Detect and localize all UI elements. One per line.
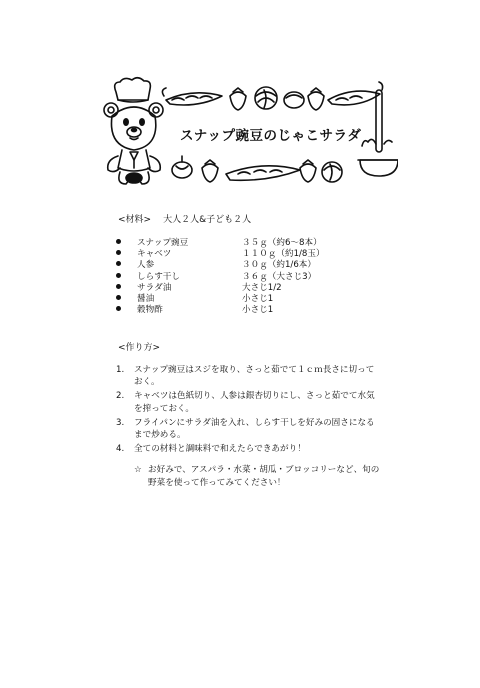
ingredient-amount: １１０ｇ（約1/8玉） — [242, 249, 325, 260]
bear-chef-illustration — [104, 78, 163, 184]
ingredient-name: スナップ豌豆 — [137, 238, 189, 248]
bullet-icon — [116, 273, 121, 278]
list-item — [116, 258, 376, 269]
list-item — [116, 236, 376, 247]
bullet-icon — [116, 239, 121, 244]
list-item — [116, 247, 376, 258]
step-text: スナップ豌豆はスジを取り、さっと茹でて１ｃｍ長さに切っておく。 — [134, 365, 375, 388]
procedure-steps — [116, 364, 382, 457]
ingredient-name: 醤油 — [137, 293, 155, 304]
ingredient-name: 人参 — [137, 260, 155, 271]
star-icon: ☆ — [134, 465, 142, 475]
peapod-right-illustration — [328, 91, 380, 105]
bullet-icon — [116, 261, 121, 266]
ingredient-amount: ３０ｇ（約1/6本） — [242, 260, 316, 271]
cabbage-illustration — [255, 87, 277, 109]
peapod-top-illustration — [162, 88, 222, 105]
peapod-bottom-illustration — [226, 166, 300, 180]
bullet-icon — [116, 295, 121, 300]
bullet-icon — [116, 306, 121, 311]
step-text: フライパンにサラダ油を入れ、しらす干しを好みの固さになるまで炒める。 — [134, 417, 375, 441]
materials-heading — [118, 212, 251, 225]
step-number: 1. — [116, 365, 125, 375]
servings-text: 大人２人&子ども２人 — [163, 215, 252, 225]
ingredient-name: しらす干し — [137, 271, 180, 282]
step-item — [116, 390, 382, 414]
ingredient-list — [116, 236, 376, 314]
procedure-heading: <作り方> — [118, 343, 161, 353]
ingredient-name: サラダ油 — [137, 282, 172, 293]
ingredient-amount: 小さじ1 — [242, 305, 274, 316]
bullet-icon — [116, 250, 121, 255]
step-item — [116, 443, 382, 455]
ingredient-amount: 小さじ1 — [242, 293, 274, 304]
list-item — [116, 292, 376, 303]
tip-note — [134, 464, 382, 489]
step-number: 2. — [116, 391, 125, 402]
step-number: 4. — [116, 444, 125, 455]
strawberry-icon — [202, 160, 218, 182]
step-item — [116, 417, 382, 441]
bullet-icon — [116, 284, 121, 289]
list-item — [116, 303, 376, 314]
ingredient-amount: ３６ｇ（大さじ3） — [242, 271, 317, 282]
ingredient-name: キャベツ — [137, 249, 172, 260]
list-item — [116, 270, 376, 281]
step-number: 3. — [116, 417, 125, 428]
recipe-title: スナップ豌豆のじゃこサラダ — [180, 128, 362, 144]
bun-illustration — [284, 92, 304, 108]
cabbage-illustration — [322, 162, 342, 182]
step-item — [116, 364, 382, 388]
strawberry-icon — [230, 88, 246, 110]
tip-text: お好みで、アスパラ・水菜・胡瓜・ブロッコリーなど、旬の野菜を使って作ってみてください！ — [148, 465, 380, 488]
list-item — [116, 281, 376, 292]
strawberry-icon — [300, 160, 316, 182]
materials-label: <材料> — [118, 215, 152, 225]
ingredient-name: 穀物酢 — [137, 305, 163, 316]
ingredient-amount: 大さじ1/2 — [242, 282, 282, 293]
strawberry-icon — [308, 88, 324, 110]
step-text: 全ての材料と調味料で和えたらできあがり！ — [134, 444, 306, 455]
onion-illustration — [172, 156, 192, 178]
ingredient-amount: ３５ｇ（約6～8本） — [242, 238, 322, 248]
step-text: キャベツは色紙切り、人参は銀杏切りにし、さっと茹でて水気を搾っておく。 — [134, 391, 375, 414]
